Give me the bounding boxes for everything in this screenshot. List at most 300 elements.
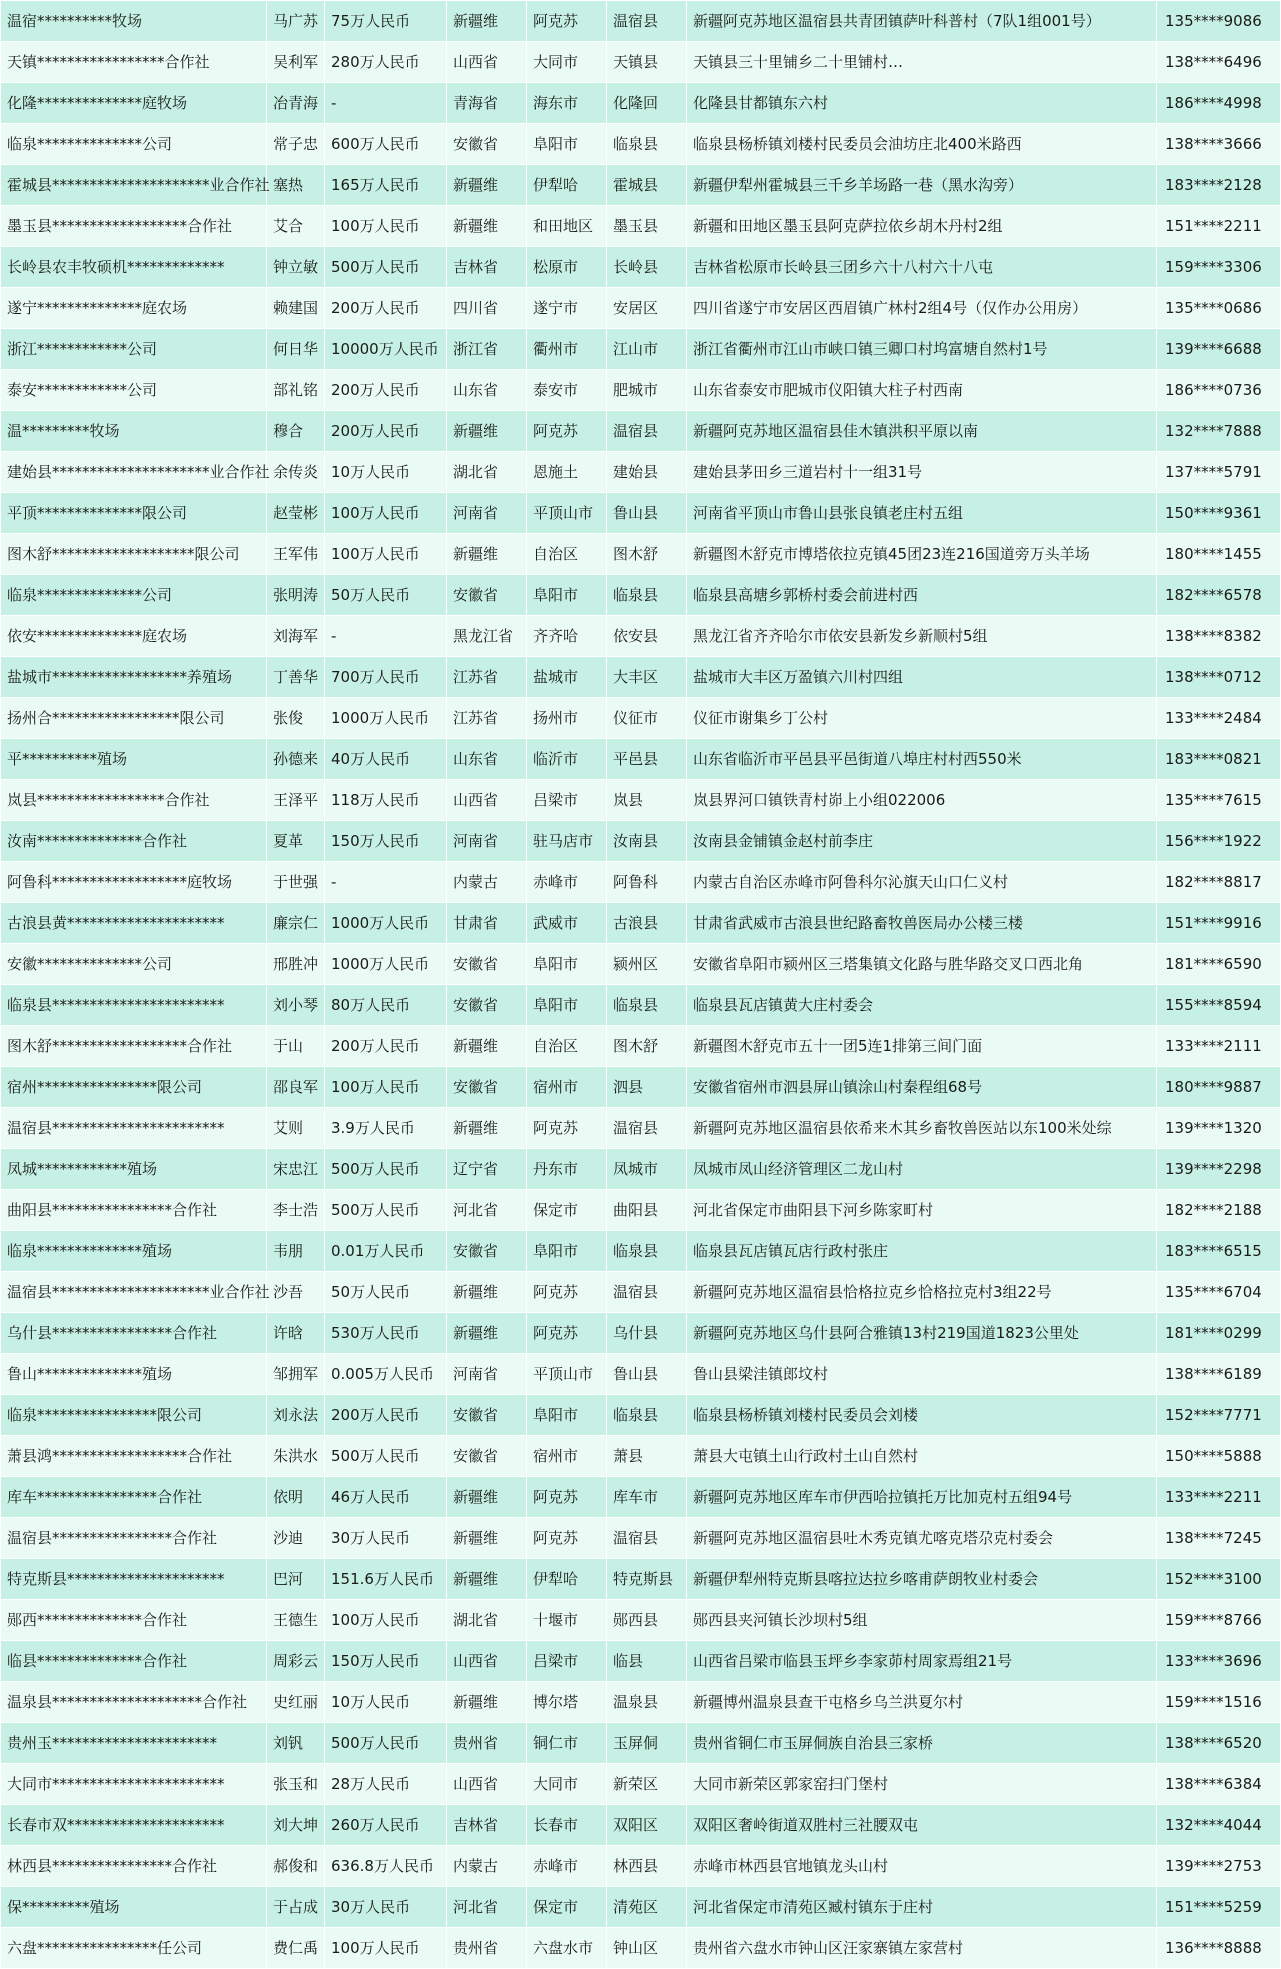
address-cell: 安徽省阜阳市颍州区三塔集镇文化路与胜华路交叉口西北角 bbox=[687, 944, 1157, 985]
district-cell: 温泉县 bbox=[607, 1682, 687, 1723]
address-cell: 新疆图木舒克市博塔依拉克镇45团23连216国道旁万头羊场 bbox=[687, 534, 1157, 575]
address-cell: 四川省遂宁市安居区西眉镇广林村2组4号（仅作办公用房） bbox=[687, 288, 1157, 329]
company-name-cell: 郧西**************合作社 bbox=[1, 1600, 267, 1641]
registered-capital-cell: 260万人民币 bbox=[325, 1805, 447, 1846]
province-cell: 新疆维 bbox=[447, 1108, 527, 1149]
table-row bbox=[1, 1313, 1281, 1354]
province-cell: 山西省 bbox=[447, 1764, 527, 1805]
district-cell: 玉屏侗 bbox=[607, 1723, 687, 1764]
city-cell: 吕梁市 bbox=[527, 1641, 607, 1682]
company-name-cell: 安徽**************公司 bbox=[1, 944, 267, 985]
registered-capital-cell: 100万人民币 bbox=[325, 534, 447, 575]
district-cell: 颍州区 bbox=[607, 944, 687, 985]
legal-rep-cell: 何日华 bbox=[267, 329, 325, 370]
province-cell: 四川省 bbox=[447, 288, 527, 329]
legal-rep-cell: 张俊 bbox=[267, 698, 325, 739]
address-cell: 郧西县夹河镇长沙坝村5组 bbox=[687, 1600, 1157, 1641]
address-cell: 山东省泰安市肥城市仪阳镇大柱子村西南 bbox=[687, 370, 1157, 411]
company-name-cell: 汝南**************合作社 bbox=[1, 821, 267, 862]
province-cell: 新疆维 bbox=[447, 1, 527, 42]
table-row bbox=[1, 616, 1281, 657]
table-row bbox=[1, 1231, 1281, 1272]
city-cell: 十堰市 bbox=[527, 1600, 607, 1641]
registered-capital-cell: 100万人民币 bbox=[325, 493, 447, 534]
province-cell: 辽宁省 bbox=[447, 1149, 527, 1190]
district-cell: 温宿县 bbox=[607, 411, 687, 452]
registered-capital-cell: 10000万人民币 bbox=[325, 329, 447, 370]
legal-rep-cell: 孙德来 bbox=[267, 739, 325, 780]
district-cell: 建始县 bbox=[607, 452, 687, 493]
province-cell: 山西省 bbox=[447, 780, 527, 821]
address-cell: 天镇县三十里铺乡二十里铺村… bbox=[687, 42, 1157, 83]
city-cell: 阿克苏 bbox=[527, 1313, 607, 1354]
legal-rep-cell: 王泽平 bbox=[267, 780, 325, 821]
company-name-cell: 墨玉县******************合作社 bbox=[1, 206, 267, 247]
address-cell: 新疆阿克苏地区温宿县共青团镇萨叶科普村（7队1组001号） bbox=[687, 1, 1157, 42]
phone-cell: 135****6704 bbox=[1157, 1272, 1281, 1313]
phone-cell: 132****7888 bbox=[1157, 411, 1281, 452]
phone-cell: 183****2128 bbox=[1157, 165, 1281, 206]
registered-capital-cell: 100万人民币 bbox=[325, 1067, 447, 1108]
legal-rep-cell: 马广苏 bbox=[267, 1, 325, 42]
registered-capital-cell: 165万人民币 bbox=[325, 165, 447, 206]
registered-capital-cell: 118万人民币 bbox=[325, 780, 447, 821]
province-cell: 湖北省 bbox=[447, 1600, 527, 1641]
legal-rep-cell: 于占成 bbox=[267, 1887, 325, 1928]
table-row bbox=[1, 1641, 1281, 1682]
address-cell: 新疆伊犁州霍城县三千乡羊场路一巷（黑水沟旁） bbox=[687, 165, 1157, 206]
table-row bbox=[1, 206, 1281, 247]
registered-capital-cell: 500万人民币 bbox=[325, 1149, 447, 1190]
registered-capital-cell: 3.9万人民币 bbox=[325, 1108, 447, 1149]
legal-rep-cell: 邢胜冲 bbox=[267, 944, 325, 985]
registered-capital-cell: 200万人民币 bbox=[325, 288, 447, 329]
phone-cell: 180****1455 bbox=[1157, 534, 1281, 575]
city-cell: 阜阳市 bbox=[527, 944, 607, 985]
registered-capital-cell: 50万人民币 bbox=[325, 1272, 447, 1313]
legal-rep-cell: 廉宗仁 bbox=[267, 903, 325, 944]
city-cell: 保定市 bbox=[527, 1887, 607, 1928]
province-cell: 山东省 bbox=[447, 739, 527, 780]
phone-cell: 181****6590 bbox=[1157, 944, 1281, 985]
city-cell: 盐城市 bbox=[527, 657, 607, 698]
table-row bbox=[1, 1395, 1281, 1436]
table-row bbox=[1, 903, 1281, 944]
district-cell: 汝南县 bbox=[607, 821, 687, 862]
company-name-cell: 天镇*****************合作社 bbox=[1, 42, 267, 83]
registered-capital-cell: 200万人民币 bbox=[325, 370, 447, 411]
address-cell: 贵州省铜仁市玉屏侗族自治县三家桥 bbox=[687, 1723, 1157, 1764]
city-cell: 保定市 bbox=[527, 1190, 607, 1231]
phone-cell: 159****8766 bbox=[1157, 1600, 1281, 1641]
province-cell: 新疆维 bbox=[447, 1272, 527, 1313]
city-cell: 长春市 bbox=[527, 1805, 607, 1846]
table-row bbox=[1, 1026, 1281, 1067]
legal-rep-cell: 沙迪 bbox=[267, 1518, 325, 1559]
address-cell: 安徽省宿州市泗县屏山镇涂山村秦程组68号 bbox=[687, 1067, 1157, 1108]
company-name-cell: 鲁山**************殖场 bbox=[1, 1354, 267, 1395]
company-name-cell: 依安**************庭农场 bbox=[1, 616, 267, 657]
table-row bbox=[1, 862, 1281, 903]
legal-rep-cell: 于山 bbox=[267, 1026, 325, 1067]
address-cell: 临泉县瓦店镇瓦店行政村张庄 bbox=[687, 1231, 1157, 1272]
province-cell: 黑龙江省 bbox=[447, 616, 527, 657]
legal-rep-cell: 常子忠 bbox=[267, 124, 325, 165]
legal-rep-cell: 巴河 bbox=[267, 1559, 325, 1600]
legal-rep-cell: 宋忠江 bbox=[267, 1149, 325, 1190]
province-cell: 安徽省 bbox=[447, 1231, 527, 1272]
table-row bbox=[1, 329, 1281, 370]
legal-rep-cell: 沙吾 bbox=[267, 1272, 325, 1313]
legal-rep-cell: 邹拥军 bbox=[267, 1354, 325, 1395]
registered-capital-cell: 10万人民币 bbox=[325, 1682, 447, 1723]
province-cell: 新疆维 bbox=[447, 1026, 527, 1067]
address-cell: 临泉县杨桥镇刘楼村民委员会刘楼 bbox=[687, 1395, 1157, 1436]
address-cell: 凤城市凤山经济管理区二龙山村 bbox=[687, 1149, 1157, 1190]
province-cell: 贵州省 bbox=[447, 1723, 527, 1764]
address-cell: 新疆图木舒克市五十一团5连1排第三间门面 bbox=[687, 1026, 1157, 1067]
province-cell: 湖北省 bbox=[447, 452, 527, 493]
legal-rep-cell: 塞热 bbox=[267, 165, 325, 206]
district-cell: 凤城市 bbox=[607, 1149, 687, 1190]
table-row bbox=[1, 985, 1281, 1026]
registered-capital-cell: 151.6万人民币 bbox=[325, 1559, 447, 1600]
phone-cell: 159****3306 bbox=[1157, 247, 1281, 288]
province-cell: 青海省 bbox=[447, 83, 527, 124]
address-cell: 化隆县甘都镇东六村 bbox=[687, 83, 1157, 124]
city-cell: 和田地区 bbox=[527, 206, 607, 247]
company-name-cell: 六盘****************任公司 bbox=[1, 1928, 267, 1969]
table-row bbox=[1, 944, 1281, 985]
legal-rep-cell: 于世强 bbox=[267, 862, 325, 903]
company-name-cell: 温宿县*********************** bbox=[1, 1108, 267, 1149]
city-cell: 宿州市 bbox=[527, 1436, 607, 1477]
province-cell: 新疆维 bbox=[447, 1477, 527, 1518]
address-cell: 新疆阿克苏地区温宿县佳木镇洪积平原以南 bbox=[687, 411, 1157, 452]
table-row bbox=[1, 1108, 1281, 1149]
address-cell: 新疆阿克苏地区温宿县依希来木其乡畜牧兽医站以东100米处综 bbox=[687, 1108, 1157, 1149]
registered-capital-cell: 0.005万人民币 bbox=[325, 1354, 447, 1395]
city-cell: 丹东市 bbox=[527, 1149, 607, 1190]
province-cell: 安徽省 bbox=[447, 985, 527, 1026]
legal-rep-cell: 丁善华 bbox=[267, 657, 325, 698]
registered-capital-cell: 75万人民币 bbox=[325, 1, 447, 42]
table-row bbox=[1, 1354, 1281, 1395]
phone-cell: 139****2753 bbox=[1157, 1846, 1281, 1887]
company-name-cell: 宿州****************限公司 bbox=[1, 1067, 267, 1108]
phone-cell: 181****0299 bbox=[1157, 1313, 1281, 1354]
district-cell: 古浪县 bbox=[607, 903, 687, 944]
province-cell: 浙江省 bbox=[447, 329, 527, 370]
company-name-cell: 临泉县*********************** bbox=[1, 985, 267, 1026]
company-name-cell: 岚县*****************合作社 bbox=[1, 780, 267, 821]
city-cell: 铜仁市 bbox=[527, 1723, 607, 1764]
district-cell: 安居区 bbox=[607, 288, 687, 329]
company-name-cell: 浙江************公司 bbox=[1, 329, 267, 370]
address-cell: 萧县大屯镇土山行政村土山自然村 bbox=[687, 1436, 1157, 1477]
province-cell: 安徽省 bbox=[447, 124, 527, 165]
district-cell: 依安县 bbox=[607, 616, 687, 657]
address-cell: 仪征市谢集乡丁公村 bbox=[687, 698, 1157, 739]
city-cell: 阿克苏 bbox=[527, 1518, 607, 1559]
address-cell: 新疆和田地区墨玉县阿克萨拉依乡胡木丹村2组 bbox=[687, 206, 1157, 247]
city-cell: 齐齐哈 bbox=[527, 616, 607, 657]
legal-rep-cell: 邵良军 bbox=[267, 1067, 325, 1108]
province-cell: 江苏省 bbox=[447, 698, 527, 739]
company-name-cell: 泰安************公司 bbox=[1, 370, 267, 411]
address-cell: 河北省保定市清苑区臧村镇东于庄村 bbox=[687, 1887, 1157, 1928]
table-row bbox=[1, 1477, 1281, 1518]
company-name-cell: 图木舒*******************限公司 bbox=[1, 534, 267, 575]
district-cell: 临泉县 bbox=[607, 1395, 687, 1436]
registered-capital-cell: 10万人民币 bbox=[325, 452, 447, 493]
phone-cell: 138****6384 bbox=[1157, 1764, 1281, 1805]
phone-cell: 182****2188 bbox=[1157, 1190, 1281, 1231]
phone-cell: 180****9887 bbox=[1157, 1067, 1281, 1108]
province-cell: 安徽省 bbox=[447, 1436, 527, 1477]
legal-rep-cell: 艾合 bbox=[267, 206, 325, 247]
table-row bbox=[1, 411, 1281, 452]
table-row bbox=[1, 1682, 1281, 1723]
city-cell: 阿克苏 bbox=[527, 1108, 607, 1149]
table-row bbox=[1, 165, 1281, 206]
registered-capital-cell: 0.01万人民币 bbox=[325, 1231, 447, 1272]
phone-cell: 135****7615 bbox=[1157, 780, 1281, 821]
company-name-cell: 平**********殖场 bbox=[1, 739, 267, 780]
company-name-cell: 遂宁**************庭农场 bbox=[1, 288, 267, 329]
district-cell: 温宿县 bbox=[607, 1518, 687, 1559]
registered-capital-cell: 1000万人民币 bbox=[325, 903, 447, 944]
table-row bbox=[1, 1518, 1281, 1559]
phone-cell: 135****9086 bbox=[1157, 1, 1281, 42]
phone-cell: 138****7245 bbox=[1157, 1518, 1281, 1559]
legal-rep-cell: 赖建国 bbox=[267, 288, 325, 329]
phone-cell: 182****6578 bbox=[1157, 575, 1281, 616]
table-row bbox=[1, 1805, 1281, 1846]
city-cell: 武威市 bbox=[527, 903, 607, 944]
province-cell: 山西省 bbox=[447, 1641, 527, 1682]
table-row bbox=[1, 1436, 1281, 1477]
address-cell: 甘肃省武威市古浪县世纪路畜牧兽医局办公楼三楼 bbox=[687, 903, 1157, 944]
legal-rep-cell: 史红丽 bbox=[267, 1682, 325, 1723]
phone-cell: 139****6688 bbox=[1157, 329, 1281, 370]
address-cell: 黑龙江省齐齐哈尔市依安县新发乡新顺村5组 bbox=[687, 616, 1157, 657]
city-cell: 阿克苏 bbox=[527, 1272, 607, 1313]
table-row bbox=[1, 1764, 1281, 1805]
company-name-cell: 临泉**************公司 bbox=[1, 575, 267, 616]
registered-capital-cell: 30万人民币 bbox=[325, 1518, 447, 1559]
district-cell: 临泉县 bbox=[607, 124, 687, 165]
company-name-cell: 图木舒******************合作社 bbox=[1, 1026, 267, 1067]
company-name-cell: 凤城************殖场 bbox=[1, 1149, 267, 1190]
registered-capital-cell: 200万人民币 bbox=[325, 411, 447, 452]
table-row bbox=[1, 821, 1281, 862]
registered-capital-cell: 530万人民币 bbox=[325, 1313, 447, 1354]
province-cell: 江苏省 bbox=[447, 657, 527, 698]
company-name-cell: 林西县****************合作社 bbox=[1, 1846, 267, 1887]
phone-cell: 138****6520 bbox=[1157, 1723, 1281, 1764]
company-name-cell: 化隆**************庭牧场 bbox=[1, 83, 267, 124]
table-row bbox=[1, 493, 1281, 534]
district-cell: 特克斯县 bbox=[607, 1559, 687, 1600]
registered-capital-cell: 280万人民币 bbox=[325, 42, 447, 83]
registered-capital-cell: 100万人民币 bbox=[325, 1928, 447, 1969]
phone-cell: 138****6496 bbox=[1157, 42, 1281, 83]
legal-rep-cell: 刘海军 bbox=[267, 616, 325, 657]
company-name-cell: 曲阳县****************合作社 bbox=[1, 1190, 267, 1231]
province-cell: 山西省 bbox=[447, 42, 527, 83]
district-cell: 温宿县 bbox=[607, 1108, 687, 1149]
city-cell: 宿州市 bbox=[527, 1067, 607, 1108]
table-row bbox=[1, 1723, 1281, 1764]
district-cell: 临泉县 bbox=[607, 575, 687, 616]
phone-cell: 133****3696 bbox=[1157, 1641, 1281, 1682]
city-cell: 衢州市 bbox=[527, 329, 607, 370]
registered-capital-cell: 100万人民币 bbox=[325, 1600, 447, 1641]
registered-capital-cell: 636.8万人民币 bbox=[325, 1846, 447, 1887]
legal-rep-cell: 刘钒 bbox=[267, 1723, 325, 1764]
phone-cell: 138****0712 bbox=[1157, 657, 1281, 698]
city-cell: 阜阳市 bbox=[527, 1395, 607, 1436]
city-cell: 六盘水市 bbox=[527, 1928, 607, 1969]
address-cell: 双阳区奢岭街道双胜村三社腰双屯 bbox=[687, 1805, 1157, 1846]
company-name-cell: 临泉**************公司 bbox=[1, 124, 267, 165]
legal-rep-cell: 余传炎 bbox=[267, 452, 325, 493]
district-cell: 郧西县 bbox=[607, 1600, 687, 1641]
legal-rep-cell: 朱洪水 bbox=[267, 1436, 325, 1477]
city-cell: 平顶山市 bbox=[527, 493, 607, 534]
company-name-cell: 扬州合*****************限公司 bbox=[1, 698, 267, 739]
legal-rep-cell: 穆合 bbox=[267, 411, 325, 452]
phone-cell: 183****0821 bbox=[1157, 739, 1281, 780]
address-cell: 汝南县金铺镇金赵村前李庄 bbox=[687, 821, 1157, 862]
company-name-cell: 萧县鸿******************合作社 bbox=[1, 1436, 267, 1477]
phone-cell: 138****6189 bbox=[1157, 1354, 1281, 1395]
phone-cell: 182****8817 bbox=[1157, 862, 1281, 903]
city-cell: 平顶山市 bbox=[527, 1354, 607, 1395]
address-cell: 赤峰市林西县官地镇龙头山村 bbox=[687, 1846, 1157, 1887]
table-row bbox=[1, 1928, 1281, 1969]
phone-cell: 152****3100 bbox=[1157, 1559, 1281, 1600]
legal-rep-cell: 吴利军 bbox=[267, 42, 325, 83]
address-cell: 内蒙古自治区赤峰市阿鲁科尔沁旗天山口仁义村 bbox=[687, 862, 1157, 903]
registered-capital-cell: - bbox=[325, 862, 447, 903]
district-cell: 大丰区 bbox=[607, 657, 687, 698]
company-name-cell: 长岭县农丰牧硕机************* bbox=[1, 247, 267, 288]
province-cell: 贵州省 bbox=[447, 1928, 527, 1969]
district-cell: 钟山区 bbox=[607, 1928, 687, 1969]
legal-rep-cell: 夏革 bbox=[267, 821, 325, 862]
company-name-cell: 特克斯县********************* bbox=[1, 1559, 267, 1600]
registered-capital-cell: 200万人民币 bbox=[325, 1395, 447, 1436]
phone-cell: 139****1320 bbox=[1157, 1108, 1281, 1149]
city-cell: 泰安市 bbox=[527, 370, 607, 411]
table-row bbox=[1, 1272, 1281, 1313]
province-cell: 甘肃省 bbox=[447, 903, 527, 944]
company-name-cell: 盐城市******************养殖场 bbox=[1, 657, 267, 698]
city-cell: 遂宁市 bbox=[527, 288, 607, 329]
address-cell: 临泉县瓦店镇黄大庄村委会 bbox=[687, 985, 1157, 1026]
province-cell: 安徽省 bbox=[447, 575, 527, 616]
city-cell: 阿克苏 bbox=[527, 1477, 607, 1518]
registered-capital-cell: 700万人民币 bbox=[325, 657, 447, 698]
legal-rep-cell: 郝俊和 bbox=[267, 1846, 325, 1887]
city-cell: 博尔塔 bbox=[527, 1682, 607, 1723]
district-cell: 泗县 bbox=[607, 1067, 687, 1108]
phone-cell: 150****9361 bbox=[1157, 493, 1281, 534]
company-table-body bbox=[1, 1, 1281, 1969]
table-row bbox=[1, 1190, 1281, 1231]
phone-cell: 133****2484 bbox=[1157, 698, 1281, 739]
registered-capital-cell: - bbox=[325, 83, 447, 124]
city-cell: 伊犁哈 bbox=[527, 165, 607, 206]
phone-cell: 139****2298 bbox=[1157, 1149, 1281, 1190]
district-cell: 双阳区 bbox=[607, 1805, 687, 1846]
legal-rep-cell: 部礼铭 bbox=[267, 370, 325, 411]
province-cell: 新疆维 bbox=[447, 1682, 527, 1723]
province-cell: 新疆维 bbox=[447, 1518, 527, 1559]
phone-cell: 183****6515 bbox=[1157, 1231, 1281, 1272]
district-cell: 鲁山县 bbox=[607, 493, 687, 534]
district-cell: 鲁山县 bbox=[607, 1354, 687, 1395]
registered-capital-cell: - bbox=[325, 616, 447, 657]
address-cell: 新疆阿克苏地区温宿县吐木秀克镇尤喀克塔尕克村委会 bbox=[687, 1518, 1157, 1559]
province-cell: 河南省 bbox=[447, 1354, 527, 1395]
phone-cell: 186****0736 bbox=[1157, 370, 1281, 411]
phone-cell: 159****1516 bbox=[1157, 1682, 1281, 1723]
address-cell: 临泉县杨桥镇刘楼村民委员会油坊庄北400米路西 bbox=[687, 124, 1157, 165]
province-cell: 安徽省 bbox=[447, 944, 527, 985]
company-name-cell: 长春市双********************* bbox=[1, 1805, 267, 1846]
city-cell: 阜阳市 bbox=[527, 124, 607, 165]
company-name-cell: 乌什县****************合作社 bbox=[1, 1313, 267, 1354]
province-cell: 新疆维 bbox=[447, 1559, 527, 1600]
phone-cell: 132****4044 bbox=[1157, 1805, 1281, 1846]
table-row bbox=[1, 1, 1281, 42]
city-cell: 驻马店市 bbox=[527, 821, 607, 862]
table-row bbox=[1, 452, 1281, 493]
city-cell: 吕梁市 bbox=[527, 780, 607, 821]
phone-cell: 155****8594 bbox=[1157, 985, 1281, 1026]
company-name-cell: 平顶**************限公司 bbox=[1, 493, 267, 534]
phone-cell: 133****2111 bbox=[1157, 1026, 1281, 1067]
registered-capital-cell: 1000万人民币 bbox=[325, 698, 447, 739]
district-cell: 库车市 bbox=[607, 1477, 687, 1518]
city-cell: 阜阳市 bbox=[527, 1231, 607, 1272]
phone-cell: 133****2211 bbox=[1157, 1477, 1281, 1518]
district-cell: 霍城县 bbox=[607, 165, 687, 206]
district-cell: 长岭县 bbox=[607, 247, 687, 288]
table-row bbox=[1, 1887, 1281, 1928]
province-cell: 新疆维 bbox=[447, 1313, 527, 1354]
table-row bbox=[1, 1149, 1281, 1190]
district-cell: 温宿县 bbox=[607, 1, 687, 42]
registered-capital-cell: 500万人民币 bbox=[325, 1723, 447, 1764]
address-cell: 盐城市大丰区万盈镇六川村四组 bbox=[687, 657, 1157, 698]
province-cell: 吉林省 bbox=[447, 1805, 527, 1846]
table-row bbox=[1, 124, 1281, 165]
district-cell: 化隆回 bbox=[607, 83, 687, 124]
phone-cell: 151****5259 bbox=[1157, 1887, 1281, 1928]
legal-rep-cell: 许晗 bbox=[267, 1313, 325, 1354]
phone-cell: 156****1922 bbox=[1157, 821, 1281, 862]
province-cell: 内蒙古 bbox=[447, 862, 527, 903]
table-row bbox=[1, 534, 1281, 575]
province-cell: 内蒙古 bbox=[447, 1846, 527, 1887]
registered-capital-cell: 100万人民币 bbox=[325, 206, 447, 247]
district-cell: 曲阳县 bbox=[607, 1190, 687, 1231]
city-cell: 大同市 bbox=[527, 42, 607, 83]
